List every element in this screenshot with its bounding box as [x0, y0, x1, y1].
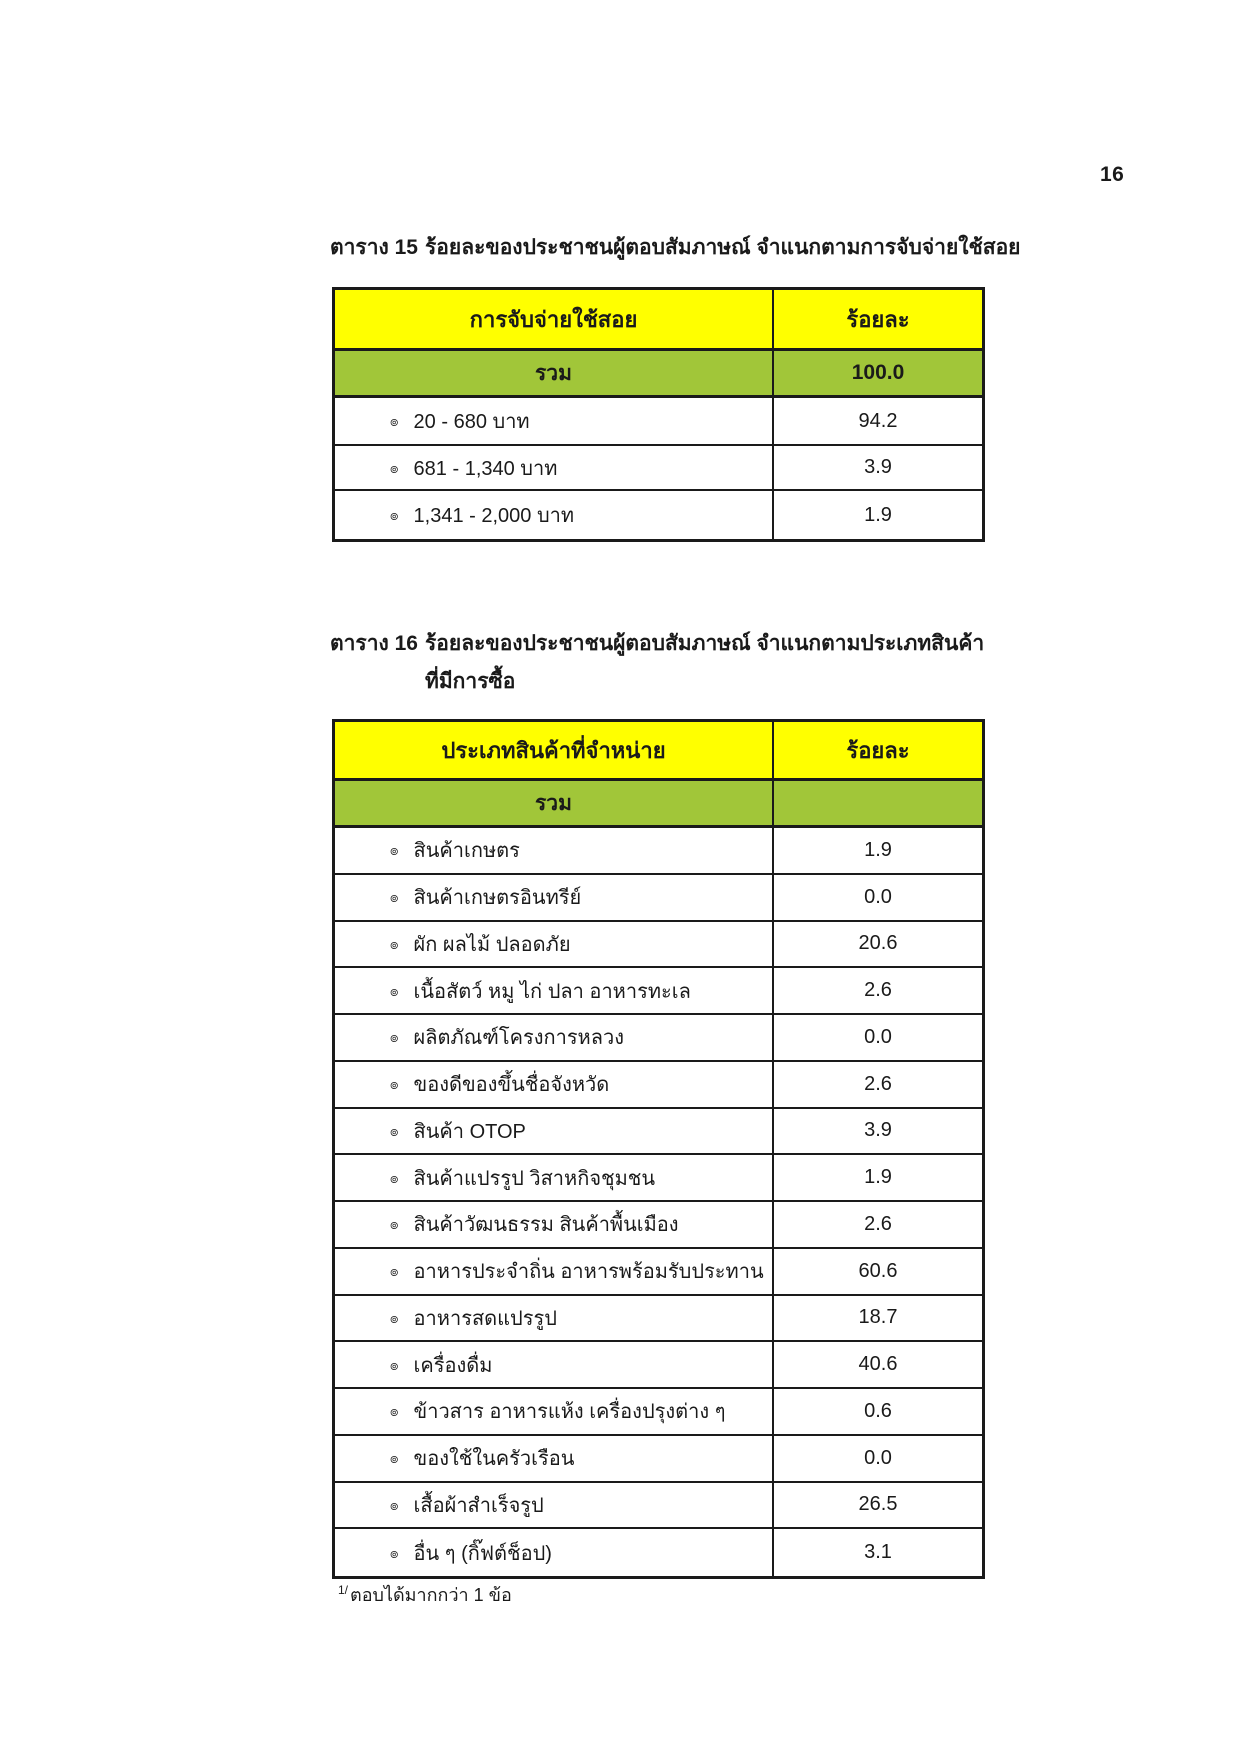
bullet-icon: ๏ — [390, 1216, 399, 1233]
bullet-icon: ๏ — [390, 1356, 399, 1373]
category-cell — [335, 1436, 774, 1481]
percent-cell: 1.9 — [864, 503, 892, 526]
category-cell — [335, 1062, 774, 1107]
category-cell — [335, 446, 774, 489]
category-cell — [335, 828, 774, 873]
bullet-icon: ๏ — [390, 1496, 399, 1513]
bullet-icon: ๏ — [390, 1169, 399, 1186]
table-row — [335, 1436, 982, 1483]
table15-title-label: ตาราง 15 — [330, 236, 418, 259]
category-cell — [335, 491, 774, 539]
table-row — [335, 1296, 982, 1343]
table16-header-row — [335, 722, 982, 781]
percent-cell: 40.6 — [858, 1353, 898, 1376]
percent-cell: 2.6 — [864, 1072, 892, 1095]
category-cell — [335, 398, 774, 444]
bullet-icon: ๏ — [390, 459, 399, 476]
category-cell — [335, 1202, 774, 1247]
category-label: ผลิตภัณฑ์โครงการหลวง — [413, 1027, 624, 1050]
category-cell — [335, 922, 774, 967]
table-row — [335, 1155, 982, 1202]
category-cell — [335, 1015, 774, 1060]
table-row — [335, 828, 982, 875]
table-row — [335, 491, 982, 539]
table-row — [335, 922, 982, 969]
percent-cell: 3.9 — [864, 456, 892, 478]
category-label: เนื้อสัตว์ หมู ไก่ ปลา อาหารทะเล — [413, 980, 691, 1003]
table16-percent-header: ร้อยละ — [846, 737, 910, 763]
bullet-icon: ๏ — [390, 1263, 399, 1280]
category-label: เครื่องดื่ม — [413, 1354, 493, 1377]
table15-total-row — [335, 351, 982, 398]
percent-cell: 1.9 — [864, 838, 892, 861]
category-cell — [335, 1389, 774, 1434]
bullet-icon: ๏ — [390, 1403, 399, 1420]
percent-cell: 94.2 — [858, 409, 898, 432]
table16-title — [0, 627, 1240, 667]
category-cell — [335, 1249, 774, 1294]
category-cell — [335, 968, 774, 1013]
table-row — [335, 1062, 982, 1109]
bullet-icon: ๏ — [390, 507, 399, 523]
table-row — [335, 968, 982, 1015]
table16-category-header: ประเภทสินค้าที่จำหน่าย — [335, 722, 774, 778]
category-label: สินค้าเกษตรอินทรีย์ — [413, 887, 582, 910]
percent-cell: 60.6 — [858, 1259, 898, 1282]
percent-cell: 0.0 — [864, 1025, 892, 1048]
category-label: สินค้าวัฒนธรรม สินค้าพื้นเมือง — [413, 1214, 679, 1237]
table16-title-text2: ที่มีการซื้อ — [425, 670, 516, 693]
table-row — [335, 875, 982, 922]
page-number: 16 — [1100, 163, 1125, 186]
category-label: อาหารประจำถิ่น อาหารพร้อมรับประทาน — [413, 1261, 764, 1284]
bullet-icon: ๏ — [390, 1544, 399, 1561]
percent-cell: 3.9 — [864, 1119, 892, 1142]
percent-cell: 1.9 — [864, 1166, 892, 1189]
percent-cell: 26.5 — [858, 1493, 898, 1516]
category-label: สินค้า OTOP — [413, 1120, 526, 1143]
bullet-icon: ๏ — [390, 935, 399, 952]
category-label: 681 - 1,340 บาท — [413, 457, 558, 480]
table15-header-row — [335, 290, 982, 351]
category-label: สินค้าแปรรูป วิสาหกิจชุมชน — [413, 1167, 656, 1190]
table-row — [335, 446, 982, 491]
category-label: ของดีของขึ้นชื่อจังหวัด — [413, 1074, 610, 1097]
table-15 — [332, 287, 985, 542]
category-label: อื่น ๆ (กิ๊ฟต์ช็อป) — [413, 1542, 552, 1565]
total-value-cell — [774, 781, 982, 825]
table15-category-header: การจับจ่ายใช้สอย — [335, 290, 774, 348]
table-row — [335, 1389, 982, 1436]
bullet-icon: ๏ — [390, 1029, 399, 1046]
table-row — [335, 1342, 982, 1389]
bullet-icon: ๏ — [390, 1309, 399, 1326]
table15-title — [0, 231, 1240, 271]
category-label: เสื้อผ้าสำเร็จรูป — [413, 1494, 544, 1517]
table-row — [335, 1483, 982, 1530]
category-cell — [335, 1109, 774, 1154]
table15-percent-header: ร้อยละ — [846, 306, 910, 332]
table16-title-label: ตาราง 16 — [330, 632, 418, 655]
category-label: 1,341 - 2,000 บาท — [413, 505, 575, 527]
table-row — [335, 1249, 982, 1296]
footnote-text: ตอบได้มากกว่า 1 ข้อ — [350, 1585, 512, 1605]
table-row — [335, 1202, 982, 1249]
bullet-icon: ๏ — [390, 1122, 399, 1139]
category-cell — [335, 875, 774, 920]
category-cell — [335, 1342, 774, 1387]
bullet-icon: ๏ — [390, 842, 399, 859]
category-label: 20 - 680 บาท — [413, 411, 530, 433]
category-cell — [335, 1296, 774, 1341]
table-row — [335, 1529, 982, 1576]
category-label: ข้าวสาร อาหารแห้ง เครื่องปรุงต่าง ๆ — [413, 1401, 726, 1424]
percent-cell: 20.6 — [858, 932, 898, 955]
table16-total-row — [335, 781, 982, 828]
bullet-icon: ๏ — [390, 1076, 399, 1093]
bullet-icon: ๏ — [390, 1450, 399, 1467]
total-value-cell: 100.0 — [851, 361, 905, 384]
table15-title-text: ร้อยละของประชาชนผู้ตอบสัมภาษณ์ จำแนกตามการจับจ่ายใช้สอย — [425, 236, 1021, 259]
table16-title-text: ร้อยละของประชาชนผู้ตอบสัมภาษณ์ จำแนกตามประเภทสินค้า — [425, 632, 985, 655]
category-label: ของใช้ในครัวเรือน — [413, 1448, 575, 1471]
percent-cell: 0.0 — [864, 885, 892, 908]
table-row — [335, 398, 982, 446]
table-16 — [332, 719, 985, 1579]
category-cell — [335, 1529, 774, 1576]
bullet-icon: ๏ — [390, 982, 399, 999]
category-label: ผัก ผลไม้ ปลอดภัย — [413, 933, 571, 956]
table16-title-line2 — [0, 665, 1240, 705]
percent-cell: 2.6 — [864, 979, 892, 1002]
footnote-marker: 1/ — [338, 1583, 349, 1597]
footnote — [338, 1580, 512, 1609]
total-label-cell: รวม — [335, 781, 774, 825]
bullet-icon: ๏ — [390, 889, 399, 906]
category-cell — [335, 1483, 774, 1528]
table-row — [335, 1109, 982, 1156]
percent-cell: 18.7 — [858, 1306, 898, 1329]
category-label: อาหารสดแปรรูป — [413, 1307, 557, 1330]
category-label: สินค้าเกษตร — [413, 840, 520, 863]
percent-cell: 0.0 — [864, 1446, 892, 1469]
percent-cell: 2.6 — [864, 1212, 892, 1235]
category-cell — [335, 1155, 774, 1200]
percent-cell: 3.1 — [864, 1541, 892, 1564]
bullet-icon: ๏ — [390, 413, 399, 429]
table-row — [335, 1015, 982, 1062]
total-label-cell: รวม — [335, 351, 774, 395]
percent-cell: 0.6 — [864, 1399, 892, 1422]
